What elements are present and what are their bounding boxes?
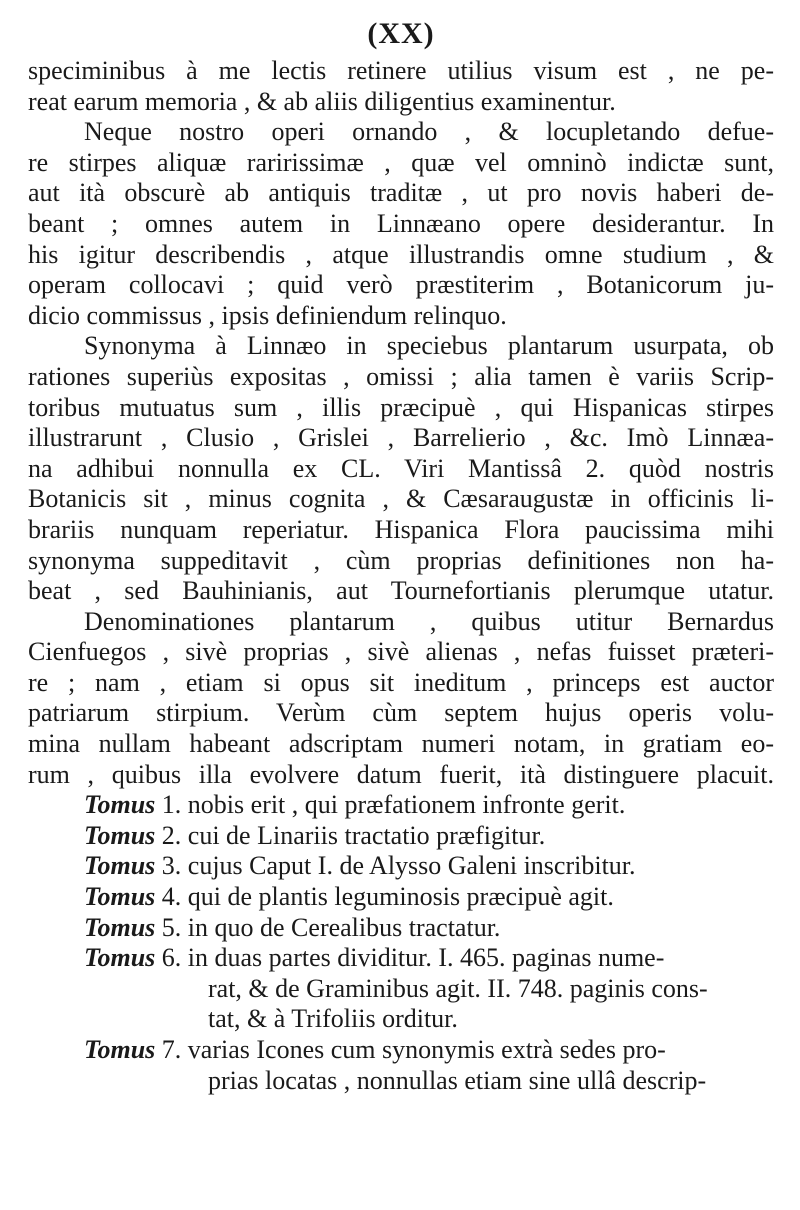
text-line: re ; nam , etiam si opus sit ineditum , princeps est auctor [28,667,774,697]
volume-continuation: tat, & à Trifoliis orditur. [208,1004,458,1034]
text-line: rum , quibus illa evolvere datum fuerit, ità distinguere placuit. [28,759,774,789]
volume-continuation: prias locatas , nonnullas etiam sine ullâ descrip- [208,1065,707,1095]
volume-entry [28,1035,774,1066]
text-line: dicio commissus , ipsis definiendum relinquo. [28,300,507,330]
volume-entry [28,882,774,913]
volume-label: Tomus [84,851,156,881]
volume-label: Tomus [84,820,156,850]
text-line: reat earum memoria , & ab aliis diligentius examinentur. [28,86,616,116]
volume-label: Tomus [84,912,156,942]
text-line: illustrarunt , Clusio , Grislei , Barrelierio , &c. Imò Linnæa- [28,423,774,453]
volume-entry [28,913,774,944]
text-line: toribus mutuatus sum , illis præcipuè , qui Hispanicas stirpes [28,392,774,422]
volume-text: 3. cujus Caput I. de Alysso Galeni inscribitur. [161,851,636,881]
text-line: aut ità obscurè ab antiquis traditæ , ut pro novis haberi de- [28,178,774,208]
text-line: speciminibus à me lectis retinere utilius visum est , ne pe- [28,56,774,85]
text-line: Botanicis sit , minus cognita , & Cæsaraugustæ in officinis li- [28,484,774,514]
volume-text: 6. in duas partes dividitur. I. 465. paginas nume- [161,943,665,973]
text-line: Cienfuegos , sivè proprias , sivè alienas , nefas fuisset præteri- [28,637,774,667]
text-line: brariis nunquam reperiatur. Hispanica Flora paucissima mihi [28,514,774,544]
volume-entry [28,943,774,974]
volume-text: 1. nobis erit , qui præfationem infronte gerit. [161,790,626,820]
text-line: na adhibui nonnulla ex CL. Viri Mantissâ 2. quòd nostris [28,453,774,483]
text-line: Neque nostro operi ornando , & locupletando defue- [84,117,774,147]
volume-text: 2. cui de Linariis tractatio præfigitur. [161,820,546,850]
text-line: rationes superiùs expositas , omissi ; alia tamen è variis Scrip- [28,361,774,391]
text-line: synonyma suppeditavit , cùm proprias definitiones non ha- [28,545,774,575]
text-line: beant ; omnes autem in Linnæano opere desiderantur. In [28,208,774,238]
text-line: Synonyma à Linnæo in speciebus plantarum usurpata, ob [84,331,774,361]
volume-label: Tomus [84,882,156,912]
text-line: his igitur describendis , atque illustrandis omne studium , & [28,239,774,269]
text-line: operam collocavi ; quid verò præstiterim , Botanicorum ju- [28,270,774,300]
volume-continuation: rat, & de Graminibus agit. II. 748. paginis cons- [208,973,708,1003]
body-text [28,56,774,790]
text-line: Denominationes plantarum , quibus utitur Bernardus [84,606,774,636]
text-line: beat , sed Bauhinianis, aut Tournefortianis plerumque utatur. [28,576,774,606]
text-line: re stirpes aliquæ raririssimæ , quæ vel omninò indictæ sunt, [28,147,774,177]
volume-text: 5. in quo de Cerealibus tractatur. [161,912,501,942]
volume-entry [28,790,774,821]
volume-label: Tomus [84,943,156,973]
volume-label: Tomus [84,790,156,820]
volume-label: Tomus [84,1035,156,1064]
volume-entry [28,851,774,882]
volume-text: 7. varias Icones cum synonymis extrà sedes pro- [161,1035,666,1064]
text-line: mina nullam habeant adscriptam numeri notam, in gratiam eo- [28,729,774,759]
text-line: patriarum stirpium. Verùm cùm septem hujus operis volu- [28,698,774,728]
volume-entry [28,821,774,852]
page-header: (XX) [367,17,435,50]
volume-list [28,790,774,1096]
volume-text: 4. qui de plantis leguminosis præcipuè agit. [161,882,614,912]
